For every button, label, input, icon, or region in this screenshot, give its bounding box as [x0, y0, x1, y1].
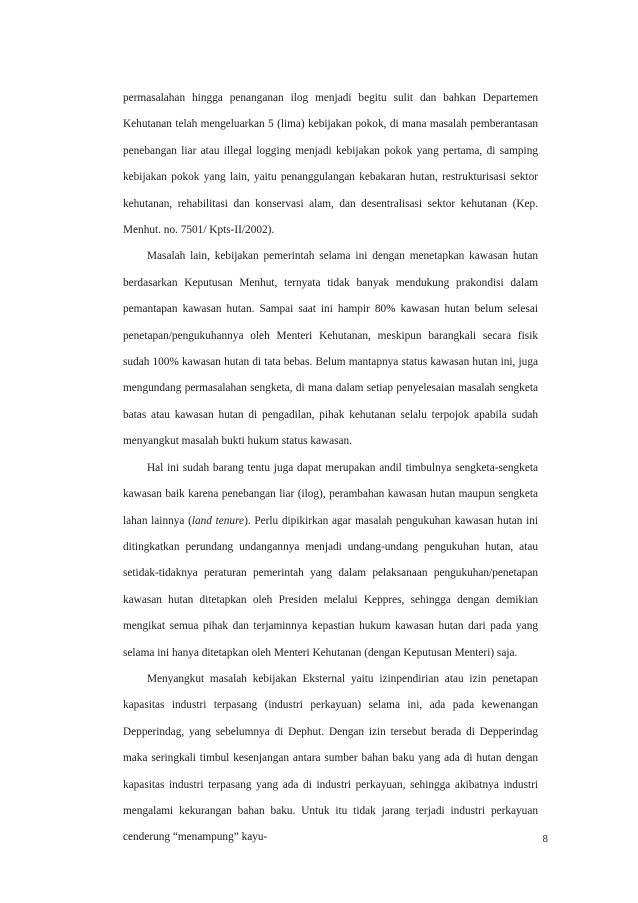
- paragraph-3-text-b: ). Perlu dipikirkan agar masalah pengukuhan kawasan hutan ini ditingkatkan perundang undangannya menjadi undang-undang pengukuhan hutan, atau setidak-tidaknya peraturan pemerintah yang dalam pelaksanaan pengukuhan/penetapan kawasan hutan ditetapkan oleh Presiden melalui Keppres, sehingga dengan demikian mengikat semua pihak dan terjaminnya kepastian hukum kawasan hutan dari pada yang selama ini hanya ditetapkan oleh Menteri Kehutanan (dengan Keputusan Menteri) saja.: [123, 514, 539, 659]
- paragraph-2-text: Masalah lain, kebijakan pemerintah selama ini dengan menetapkan kawasan hutan berdasarkan Keputusan Menhut, ternyata tidak banyak mendukung prakondisi dalam pemantapan kawasan hutan. Sampai saat ini hampir 80% kawasan hutan belum selesai penetapan/pengukuhannya oleh Menteri Kehutanan, meskipun barangkali secara fisik sudah 100% kawasan hutan di tata bebas. Belum mantapnya status kawasan hutan ini, juga mengundang permasalahan sengketa, di mana dalam setiap penyelesaian masalah sengketa batas atau kawasan hutan di pengadilan, pihak kehutanan selalu terpojok apabila sudah menyangkut masalah bukti hukum status kawasan.: [123, 250, 538, 448]
- paragraph-1: [123, 85, 538, 243]
- body-text: [123, 85, 538, 851]
- paragraph-4-text: Menyangkut masalah kebijakan Eksternal yaitu izinpendirian atau izin penetapan kapasitas industri terpasang (industri perkayuan) selama ini, ada pada kewenangan Depperindag, yang sebelumnya di Dephut. Dengan izin tersebut berada di Depperindag maka seringkali timbul kesenjangan antara sumber bahan baku yang ada di hutan dengan kapasitas industri terpasang yang ada di industri perkayuan, sehingga akibatnya industri mengalami kekurangan bahan baku. Untuk itu tidak jarang terjadi industri perkayuan cenderung “menampung” kayu-: [123, 672, 538, 844]
- page-number: 8: [542, 834, 548, 845]
- paragraph-3-text-a: Hal ini sudah barang tentu juga dapat merupakan andil timbulnya sengketa-sengketa kawasan baik karena penebangan liar (ilog), perambahan kawasan hutan maupun sengketa lahan lainnya (: [123, 461, 538, 527]
- paragraph-3: [123, 455, 538, 666]
- paragraph-4: [123, 666, 538, 851]
- paragraph-2: [123, 243, 538, 454]
- paragraph-1-text: permasalahan hingga penanganan ilog menjadi begitu sulit dan bahkan Departemen Kehutanan telah mengeluarkan 5 (lima) kebijakan pokok, di mana masalah pemberantasan penebangan liar atau illegal logging menjadi kebijakan pokok yang pertama, di samping kebijakan pokok yang lain, yaitu penanggulangan kebakaran hutan, restrukturisasi sektor kehutanan, rehabilitasi dan konservasi alam, dan desentralisasi sektor kehutanan (Kep. Menhut. no. 7501/ Kpts-II/2002).: [123, 92, 538, 237]
- paragraph-3-italic-term: land tenure: [191, 514, 245, 527]
